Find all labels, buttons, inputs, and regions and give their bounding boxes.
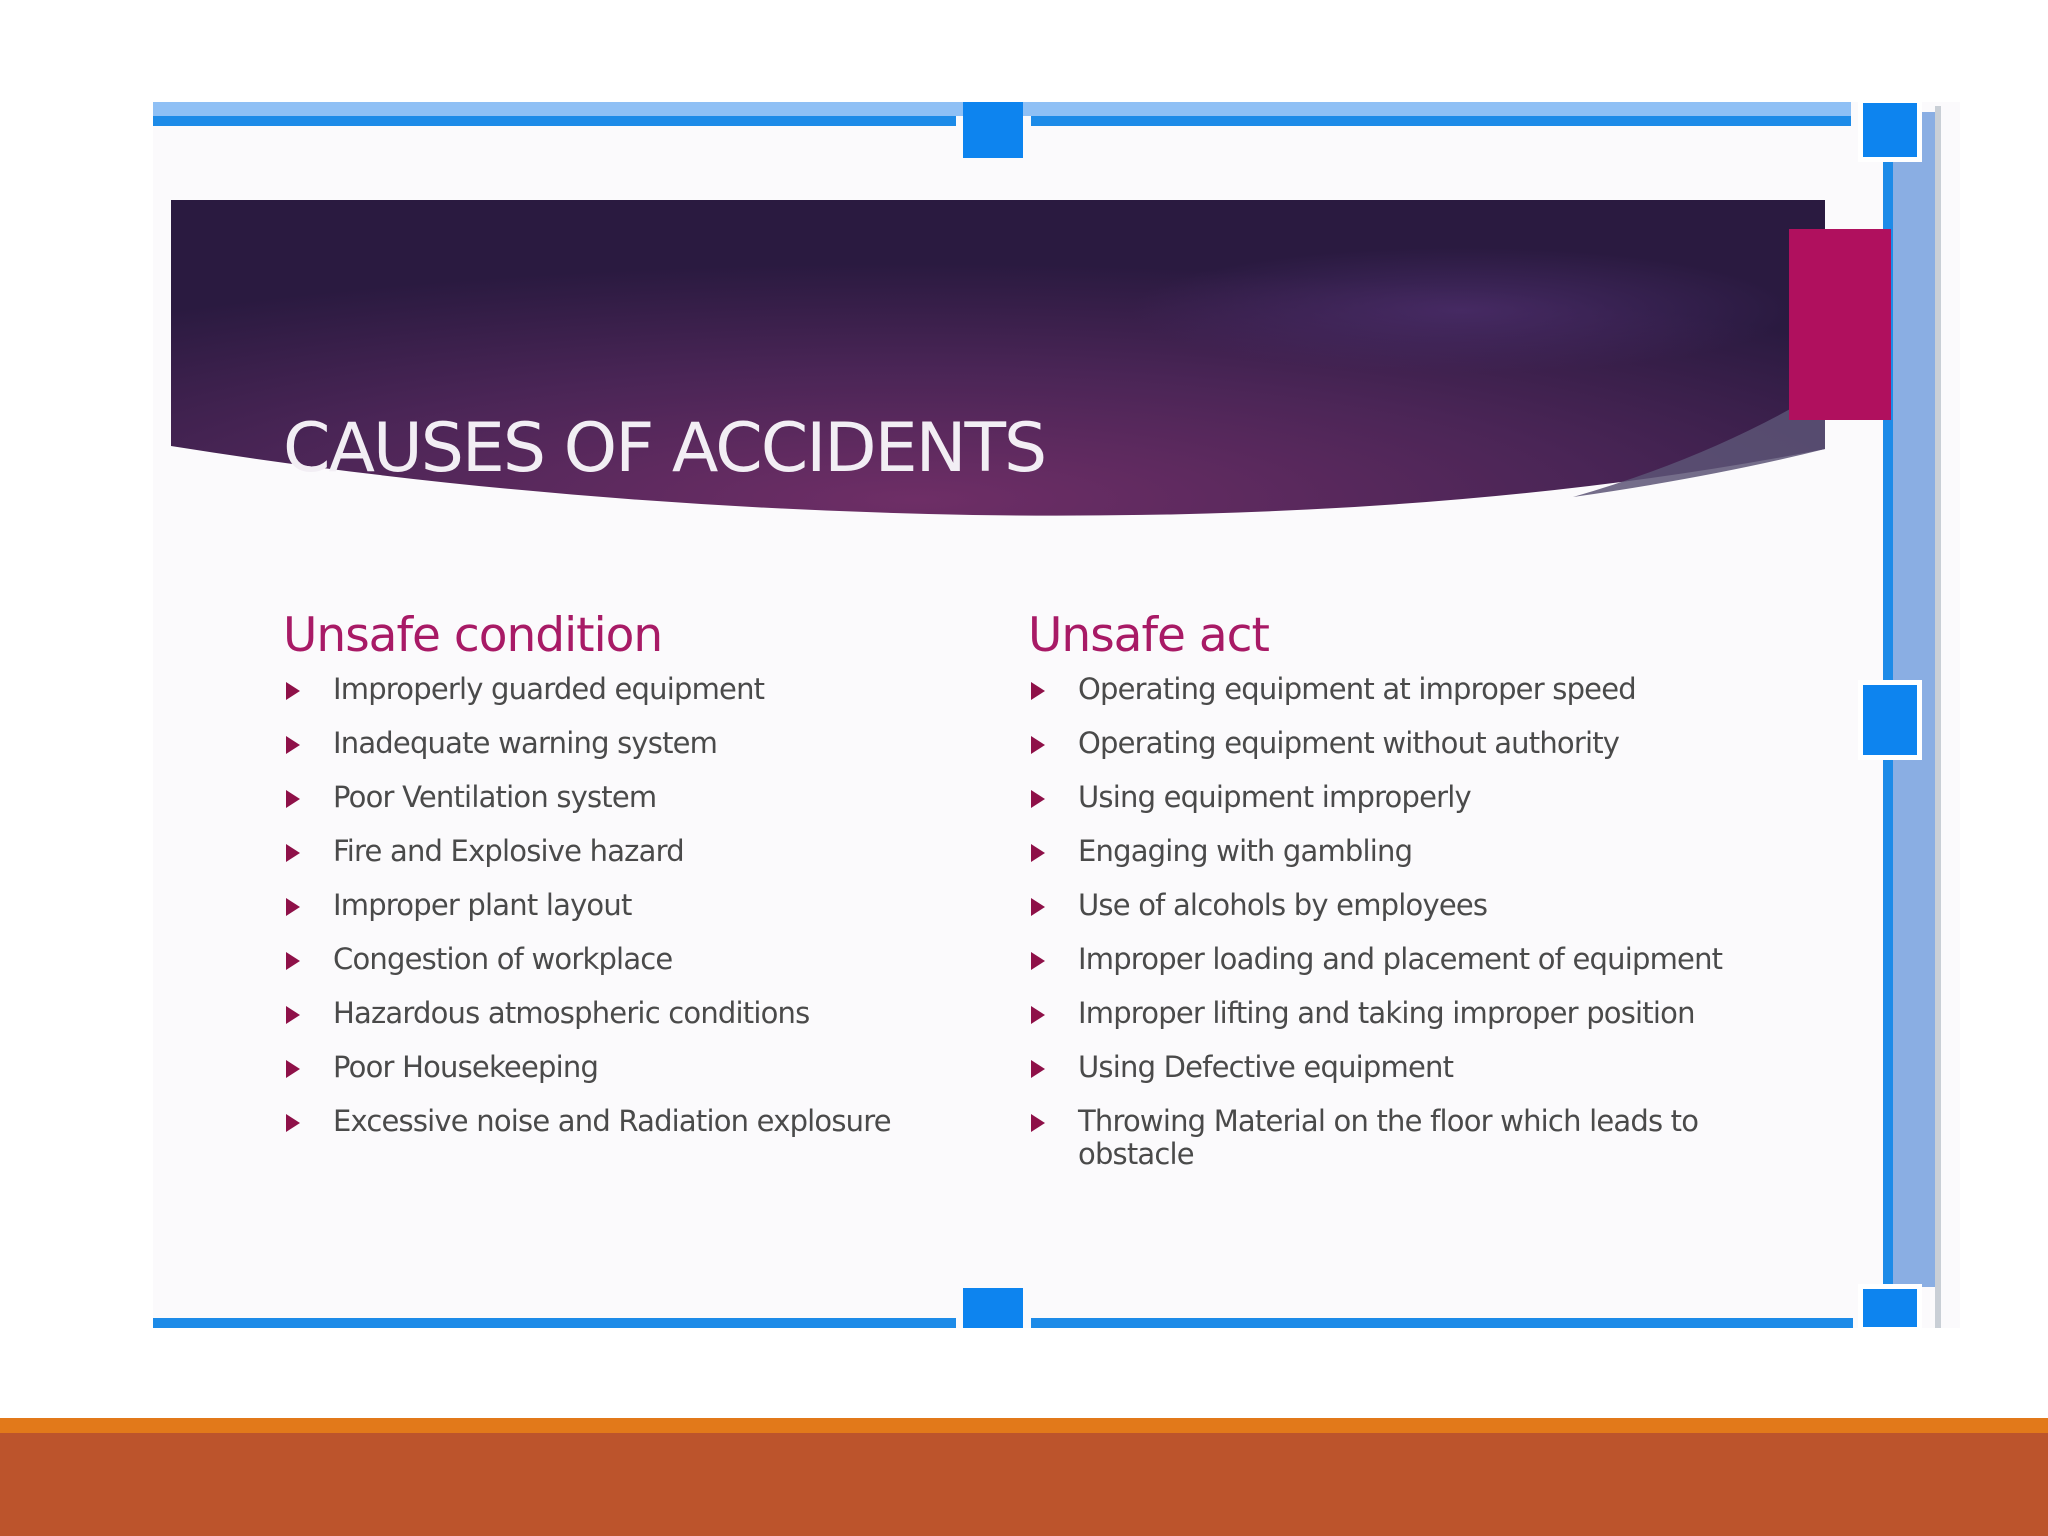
selection-border-bottom bbox=[1031, 1318, 1853, 1328]
resize-handle-top-right[interactable] bbox=[1858, 98, 1922, 162]
triangle-right-icon bbox=[286, 1060, 300, 1078]
list-item bbox=[1028, 1105, 1788, 1171]
triangle-right-icon bbox=[286, 1114, 300, 1132]
unsafe-act-heading: Unsafe act bbox=[1028, 608, 1269, 663]
list-item bbox=[283, 997, 983, 1030]
list-item-text: Inadequate warning system bbox=[333, 726, 718, 760]
footer-accent-line bbox=[0, 1418, 2048, 1433]
unsafe-condition-heading: Unsafe condition bbox=[283, 608, 663, 663]
triangle-right-icon bbox=[286, 682, 300, 700]
triangle-right-icon bbox=[286, 844, 300, 862]
list-item-text: Using equipment improperly bbox=[1078, 780, 1471, 814]
triangle-right-icon bbox=[286, 736, 300, 754]
list-item bbox=[1028, 835, 1788, 868]
list-item bbox=[283, 889, 983, 922]
triangle-right-icon bbox=[1031, 898, 1045, 916]
triangle-right-icon bbox=[1031, 952, 1045, 970]
triangle-right-icon bbox=[1031, 844, 1045, 862]
list-item-text: Poor Housekeeping bbox=[333, 1050, 599, 1084]
resize-handle-top-center[interactable] bbox=[963, 102, 1023, 158]
triangle-right-icon bbox=[286, 1006, 300, 1024]
list-item bbox=[1028, 727, 1788, 760]
list-item bbox=[283, 1051, 983, 1084]
triangle-right-icon bbox=[1031, 1114, 1045, 1132]
list-item-text: Improperly guarded equipment bbox=[333, 672, 765, 706]
list-item bbox=[1028, 781, 1788, 814]
list-item-text: Fire and Explosive hazard bbox=[333, 834, 684, 868]
list-item-text: Operating equipment without authority bbox=[1078, 726, 1620, 760]
list-item-text: Using Defective equipment bbox=[1078, 1050, 1454, 1084]
list-item bbox=[1028, 889, 1788, 922]
accent-square bbox=[1789, 229, 1891, 420]
list-item-text: Poor Ventilation system bbox=[333, 780, 657, 814]
slide-title: CAUSES OF ACCIDENTS bbox=[283, 409, 1046, 488]
triangle-right-icon bbox=[1031, 1060, 1045, 1078]
triangle-right-icon bbox=[286, 952, 300, 970]
list-item-text: Improper lifting and taking improper position bbox=[1078, 996, 1695, 1030]
list-item bbox=[1028, 673, 1788, 706]
list-item-text: Throwing Material on the floor which leads to obstacle bbox=[1078, 1104, 1699, 1171]
slide-picture[interactable] bbox=[153, 102, 1960, 1328]
list-item bbox=[283, 835, 983, 868]
list-item-text: Hazardous atmospheric conditions bbox=[333, 996, 810, 1030]
list-item-text: Congestion of workplace bbox=[333, 942, 673, 976]
list-item bbox=[283, 727, 983, 760]
triangle-right-icon bbox=[1031, 1006, 1045, 1024]
selection-border-bottom bbox=[153, 1318, 956, 1328]
selection-border-top bbox=[1031, 116, 1851, 126]
list-item bbox=[1028, 1051, 1788, 1084]
resize-handle-bottom-right[interactable] bbox=[1858, 1284, 1922, 1332]
list-item-text: Operating equipment at improper speed bbox=[1078, 672, 1636, 706]
triangle-right-icon bbox=[1031, 736, 1045, 754]
selection-border-top bbox=[153, 116, 956, 126]
list-item bbox=[283, 781, 983, 814]
list-item-text: Use of alcohols by employees bbox=[1078, 888, 1488, 922]
list-item-text: Improper plant layout bbox=[333, 888, 632, 922]
list-item bbox=[283, 673, 983, 706]
resize-handle-middle-right[interactable] bbox=[1858, 680, 1922, 760]
unsafe-condition-list bbox=[283, 673, 983, 1138]
list-item-text: Improper loading and placement of equipment bbox=[1078, 942, 1723, 976]
resize-handle-bottom-center[interactable] bbox=[963, 1288, 1023, 1328]
frame-shadow bbox=[1935, 106, 1941, 1328]
unsafe-act-list bbox=[1028, 673, 1788, 1171]
list-item-text: Engaging with gambling bbox=[1078, 834, 1413, 868]
triangle-right-icon bbox=[286, 898, 300, 916]
list-item bbox=[1028, 943, 1788, 976]
triangle-right-icon bbox=[1031, 790, 1045, 808]
list-item-text: Excessive noise and Radiation explosure bbox=[333, 1104, 891, 1138]
list-item bbox=[1028, 997, 1788, 1030]
unsafe-act-column bbox=[1028, 607, 1788, 1192]
list-item bbox=[283, 1105, 983, 1138]
triangle-right-icon bbox=[1031, 682, 1045, 700]
footer-bar bbox=[0, 1433, 2048, 1536]
list-item bbox=[283, 943, 983, 976]
triangle-right-icon bbox=[286, 790, 300, 808]
unsafe-condition-column bbox=[283, 607, 983, 1159]
